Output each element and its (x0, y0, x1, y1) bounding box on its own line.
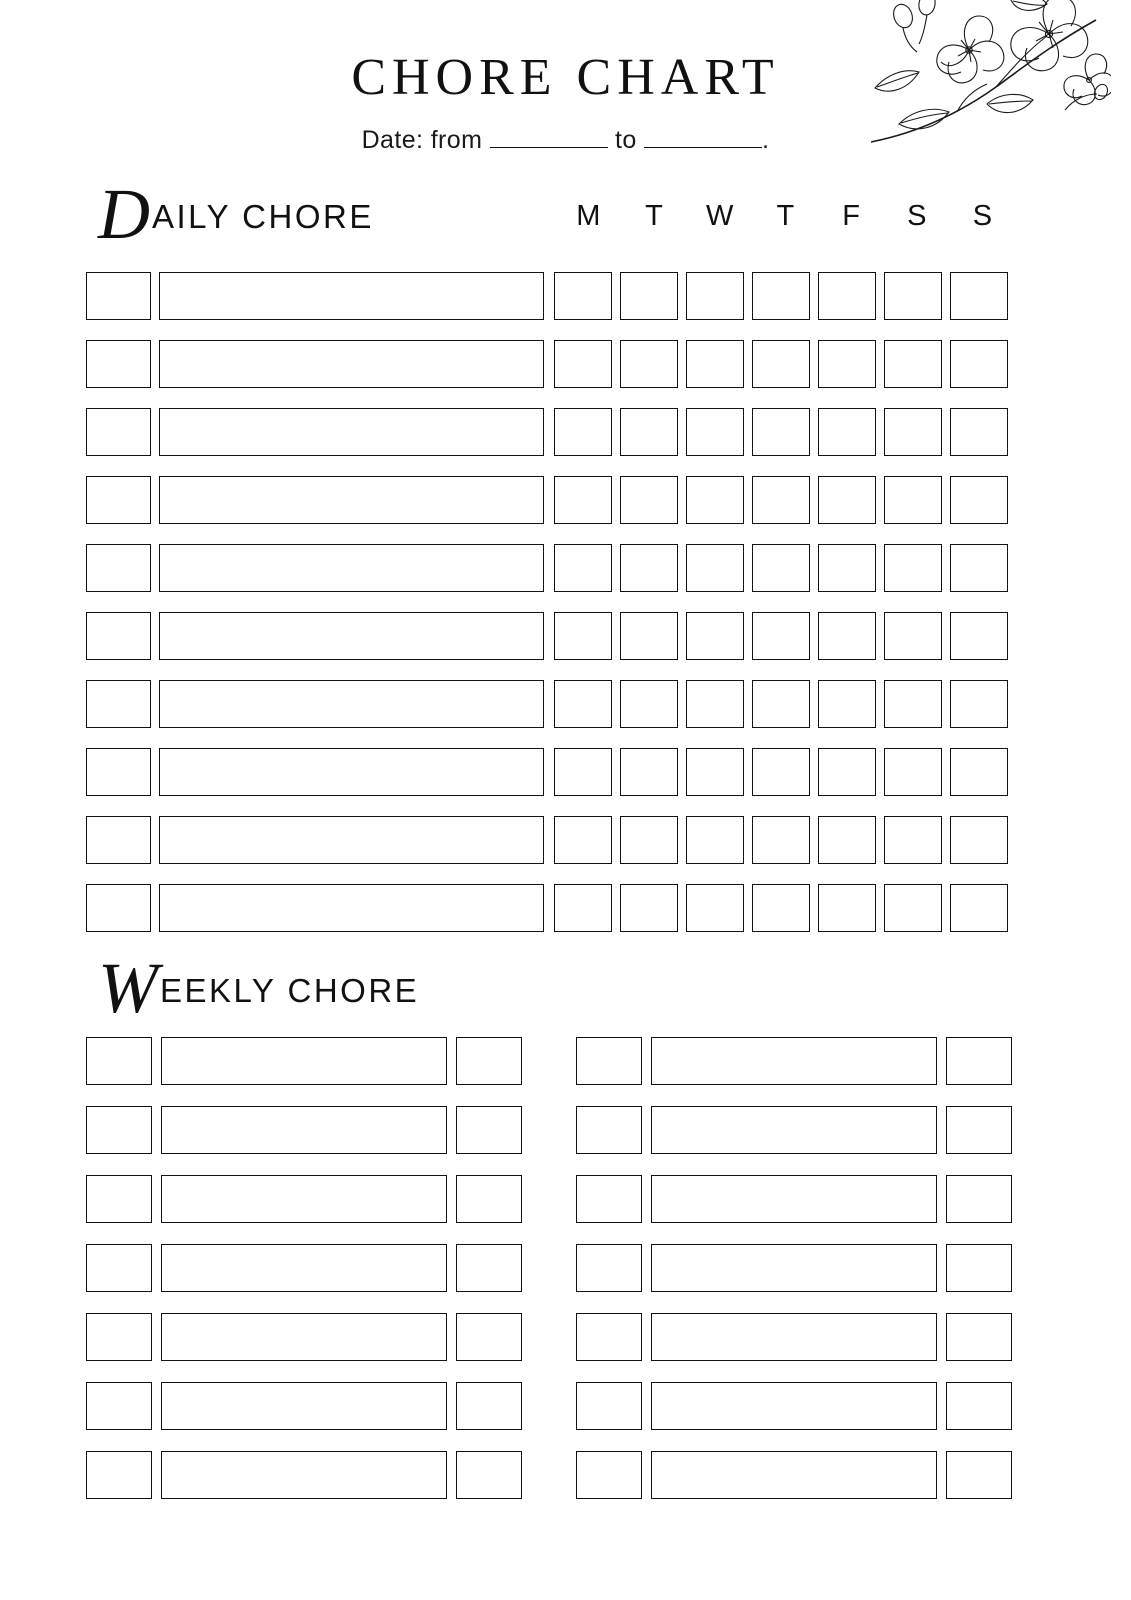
weekly-left-row-checkbox[interactable] (86, 1037, 152, 1085)
weekly-left-row-endbox[interactable] (456, 1175, 522, 1223)
daily-day-cell-3[interactable] (752, 340, 810, 388)
daily-chore-input[interactable] (159, 612, 544, 660)
daily-day-cell-6[interactable] (950, 340, 1008, 388)
daily-day-cell-2[interactable] (686, 680, 744, 728)
weekly-right-row-endbox[interactable] (946, 1037, 1012, 1085)
daily-chore-heading (98, 174, 374, 254)
daily-day-cell-5[interactable] (884, 884, 942, 932)
table-row (86, 1164, 526, 1233)
table-row (576, 1095, 1016, 1164)
weekly-right-row-endbox[interactable] (946, 1382, 1012, 1430)
weekday-saturday: S (907, 200, 928, 232)
table-row (86, 1440, 526, 1509)
table-row (576, 1371, 1016, 1440)
daily-day-cell-4[interactable] (818, 816, 876, 864)
daily-day-cell-2[interactable] (686, 544, 744, 592)
weekly-left-row-checkbox[interactable] (86, 1313, 152, 1361)
daily-day-cell-4[interactable] (818, 612, 876, 660)
daily-day-cell-5[interactable] (884, 272, 942, 320)
daily-chore-input[interactable] (159, 272, 544, 320)
daily-day-cells (554, 884, 1016, 932)
daily-row-checkbox[interactable] (86, 408, 151, 456)
daily-day-cell-1[interactable] (620, 884, 678, 932)
table-row (86, 398, 1016, 466)
daily-day-cell-3[interactable] (752, 476, 810, 524)
daily-day-cell-2[interactable] (686, 816, 744, 864)
daily-day-cell-6[interactable] (950, 816, 1008, 864)
weekly-left-row-checkbox[interactable] (86, 1106, 152, 1154)
daily-day-cell-4[interactable] (818, 476, 876, 524)
weekly-left-chore-input[interactable] (161, 1037, 447, 1085)
daily-day-cell-5[interactable] (884, 680, 942, 728)
daily-day-cell-4[interactable] (818, 272, 876, 320)
daily-day-cells (554, 340, 1016, 388)
daily-day-cell-3[interactable] (752, 544, 810, 592)
daily-day-cell-4[interactable] (818, 544, 876, 592)
weekly-left-chore-input[interactable] (161, 1244, 447, 1292)
table-row (86, 1371, 526, 1440)
daily-day-cell-4[interactable] (818, 680, 876, 728)
daily-day-cells (554, 748, 1016, 796)
daily-day-cell-5[interactable] (884, 612, 942, 660)
weekly-right-chore-input[interactable] (651, 1106, 937, 1154)
weekly-right-row-checkbox[interactable] (576, 1106, 642, 1154)
weekly-right-row-endbox[interactable] (946, 1313, 1012, 1361)
weekly-left-row-checkbox[interactable] (86, 1175, 152, 1223)
daily-day-cell-1[interactable] (620, 544, 678, 592)
weekly-heading-text: EEKLY CHORE (159, 972, 420, 1009)
daily-day-cells (554, 612, 1016, 660)
weekday-friday: F (842, 200, 861, 232)
table-row (576, 1026, 1016, 1095)
weekly-left-chore-input[interactable] (161, 1106, 447, 1154)
daily-row-checkbox[interactable] (86, 340, 151, 388)
daily-day-cell-2[interactable] (686, 408, 744, 456)
daily-chore-input[interactable] (159, 680, 544, 728)
daily-day-cell-0[interactable] (554, 544, 612, 592)
daily-day-cell-3[interactable] (752, 680, 810, 728)
daily-row-checkbox[interactable] (86, 272, 151, 320)
table-row (86, 330, 1016, 398)
daily-day-cell-2[interactable] (686, 476, 744, 524)
daily-day-cell-3[interactable] (752, 748, 810, 796)
weekly-heading-dropcap: W (98, 948, 158, 1028)
daily-day-cell-0[interactable] (554, 272, 612, 320)
weekly-chore-table-left (86, 1026, 526, 1509)
daily-day-cell-5[interactable] (884, 544, 942, 592)
table-row (576, 1440, 1016, 1509)
table-row (86, 466, 1016, 534)
daily-day-cell-2[interactable] (686, 748, 744, 796)
weekly-left-row-endbox[interactable] (456, 1313, 522, 1361)
daily-row-checkbox[interactable] (86, 476, 151, 524)
daily-day-cell-2[interactable] (686, 612, 744, 660)
weekly-right-row-checkbox[interactable] (576, 1451, 642, 1499)
daily-day-cell-1[interactable] (620, 340, 678, 388)
daily-chore-input[interactable] (159, 748, 544, 796)
daily-chore-table (86, 262, 1016, 942)
table-row (86, 262, 1016, 330)
weekly-right-row-checkbox[interactable] (576, 1313, 642, 1361)
daily-day-cell-5[interactable] (884, 476, 942, 524)
date-range-line (0, 126, 1131, 155)
daily-day-cell-6[interactable] (950, 884, 1008, 932)
weekly-right-row-endbox[interactable] (946, 1451, 1012, 1499)
daily-day-cell-5[interactable] (884, 408, 942, 456)
daily-row-checkbox[interactable] (86, 680, 151, 728)
daily-chore-input[interactable] (159, 884, 544, 932)
daily-day-cell-1[interactable] (620, 408, 678, 456)
weekday-tuesday: T (645, 200, 664, 232)
weekly-right-chore-input[interactable] (651, 1451, 937, 1499)
daily-day-cell-4[interactable] (818, 748, 876, 796)
weekly-left-row-checkbox[interactable] (86, 1244, 152, 1292)
daily-day-cell-1[interactable] (620, 612, 678, 660)
daily-day-cell-0[interactable] (554, 476, 612, 524)
weekly-chore-table-right (576, 1026, 1016, 1509)
weekday-wednesday: W (706, 200, 735, 232)
table-row (86, 1026, 526, 1095)
table-row (86, 534, 1016, 602)
daily-day-cells (554, 408, 1016, 456)
daily-day-cell-6[interactable] (950, 272, 1008, 320)
daily-day-cell-6[interactable] (950, 408, 1008, 456)
daily-heading-dropcap: D (98, 174, 150, 254)
weekly-left-chore-input[interactable] (161, 1313, 447, 1361)
daily-day-cell-2[interactable] (686, 272, 744, 320)
daily-chore-input[interactable] (159, 544, 544, 592)
weekly-right-chore-input[interactable] (651, 1313, 937, 1361)
daily-day-cell-3[interactable] (752, 816, 810, 864)
daily-day-cell-0[interactable] (554, 612, 612, 660)
weekly-chore-tables (86, 1026, 1016, 1509)
daily-day-cell-5[interactable] (884, 816, 942, 864)
daily-chore-input[interactable] (159, 816, 544, 864)
daily-day-cell-5[interactable] (884, 340, 942, 388)
daily-chore-input[interactable] (159, 340, 544, 388)
daily-day-cell-1[interactable] (620, 272, 678, 320)
table-row (86, 874, 1016, 942)
daily-day-cell-0[interactable] (554, 680, 612, 728)
daily-chore-input[interactable] (159, 408, 544, 456)
table-row (86, 1095, 526, 1164)
daily-day-cell-1[interactable] (620, 748, 678, 796)
daily-day-cell-2[interactable] (686, 884, 744, 932)
daily-day-cell-6[interactable] (950, 544, 1008, 592)
daily-day-cell-3[interactable] (752, 272, 810, 320)
weekly-right-chore-input[interactable] (651, 1175, 937, 1223)
page-title: CHORE CHART (351, 49, 780, 106)
weekday-sunday: S (972, 200, 994, 232)
weekly-right-row-checkbox[interactable] (576, 1382, 642, 1430)
weekly-left-row-endbox[interactable] (456, 1382, 522, 1430)
daily-day-cell-6[interactable] (950, 680, 1008, 728)
daily-day-cell-1[interactable] (620, 816, 678, 864)
weekly-left-row-endbox[interactable] (456, 1451, 522, 1499)
weekly-right-row-endbox[interactable] (946, 1106, 1012, 1154)
weekly-chore-heading (98, 948, 420, 1028)
daily-day-cell-0[interactable] (554, 816, 612, 864)
daily-day-cells (554, 680, 1016, 728)
daily-day-cell-3[interactable] (752, 884, 810, 932)
date-to-input[interactable] (644, 147, 762, 148)
weekly-right-row-checkbox[interactable] (576, 1175, 642, 1223)
daily-day-cell-3[interactable] (752, 612, 810, 660)
daily-day-cells (554, 544, 1016, 592)
table-row (576, 1233, 1016, 1302)
date-from-label: Date: from (361, 126, 483, 154)
weekly-left-row-endbox[interactable] (456, 1244, 522, 1292)
daily-day-cell-4[interactable] (818, 884, 876, 932)
daily-day-cell-0[interactable] (554, 748, 612, 796)
daily-day-cell-6[interactable] (950, 476, 1008, 524)
weekly-left-row-checkbox[interactable] (86, 1382, 152, 1430)
daily-day-cell-6[interactable] (950, 748, 1008, 796)
date-to-label: to (615, 126, 637, 154)
table-row (86, 1233, 526, 1302)
weekly-left-row-endbox[interactable] (456, 1037, 522, 1085)
weekday-monday: M (576, 200, 602, 232)
daily-day-cell-1[interactable] (620, 680, 678, 728)
table-row (576, 1164, 1016, 1233)
daily-row-checkbox[interactable] (86, 748, 151, 796)
weekly-left-chore-input[interactable] (161, 1175, 447, 1223)
table-row (86, 806, 1016, 874)
daily-day-cell-1[interactable] (620, 476, 678, 524)
weekly-right-chore-input[interactable] (651, 1244, 937, 1292)
daily-day-cells (554, 272, 1016, 320)
daily-row-checkbox[interactable] (86, 544, 151, 592)
weekly-right-row-endbox[interactable] (946, 1244, 1012, 1292)
daily-day-cell-0[interactable] (554, 884, 612, 932)
date-period-suffix: . (762, 126, 770, 154)
table-row (576, 1302, 1016, 1371)
daily-day-cell-4[interactable] (818, 408, 876, 456)
daily-chore-input[interactable] (159, 476, 544, 524)
weekly-right-chore-input[interactable] (651, 1037, 937, 1085)
weekly-left-row-endbox[interactable] (456, 1106, 522, 1154)
daily-day-cells (554, 476, 1016, 524)
weekly-right-row-checkbox[interactable] (576, 1244, 642, 1292)
weekday-header-row (556, 200, 1016, 233)
daily-day-cell-4[interactable] (818, 340, 876, 388)
date-from-input[interactable] (490, 147, 608, 148)
daily-row-checkbox[interactable] (86, 816, 151, 864)
daily-day-cell-0[interactable] (554, 340, 612, 388)
table-row (86, 738, 1016, 806)
daily-day-cell-6[interactable] (950, 612, 1008, 660)
weekly-right-row-endbox[interactable] (946, 1175, 1012, 1223)
daily-day-cell-0[interactable] (554, 408, 612, 456)
daily-day-cell-2[interactable] (686, 340, 744, 388)
weekly-left-row-checkbox[interactable] (86, 1451, 152, 1499)
table-row (86, 670, 1016, 738)
daily-heading-text: AILY CHORE (152, 198, 374, 235)
daily-day-cell-3[interactable] (752, 408, 810, 456)
weekly-right-row-checkbox[interactable] (576, 1037, 642, 1085)
weekly-right-chore-input[interactable] (651, 1382, 937, 1430)
table-row (86, 1302, 526, 1371)
daily-row-checkbox[interactable] (86, 612, 151, 660)
weekly-left-chore-input[interactable] (161, 1382, 447, 1430)
daily-day-cells (554, 816, 1016, 864)
daily-row-checkbox[interactable] (86, 884, 151, 932)
daily-day-cell-5[interactable] (884, 748, 942, 796)
table-row (86, 602, 1016, 670)
weekday-thursday: T (776, 200, 796, 232)
weekly-left-chore-input[interactable] (161, 1451, 447, 1499)
